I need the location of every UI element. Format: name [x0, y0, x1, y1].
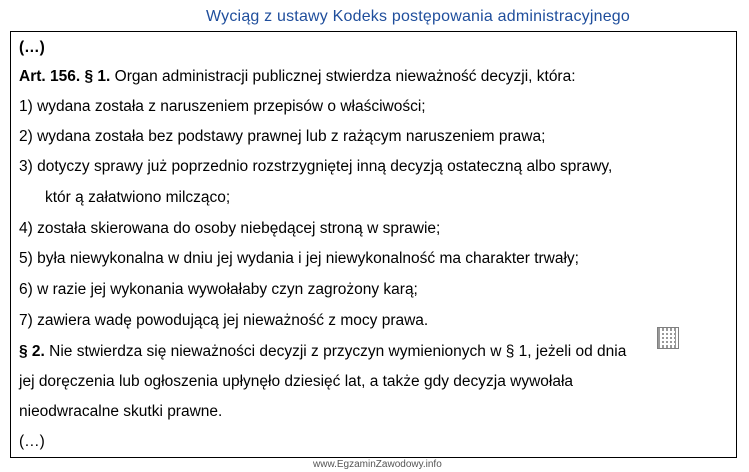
list-item: 6) w razie jej wykonania wywołałaby czyn zagrożony karą; [19, 281, 418, 298]
article-intro-text: Organ administracji publicznej stwierdza nieważność decyzji, która: [110, 68, 576, 85]
footer-site-link[interactable]: www.EgzaminZawodowy.info [313, 459, 442, 470]
section-2-line-3: nieodwracalne skutki prawne. [19, 403, 223, 420]
document-title: Wyciąg z ustawy Kodeks postępowania administracyjnego [206, 8, 630, 25]
list-item: 7) zawiera wadę powodującą jej nieważność z mocy prawa. [19, 312, 429, 329]
section-2-line-2: jej doręczenia lub ogłoszenia upłynęło dziesięć lat, a także gdy decyzja wywołała [19, 373, 574, 390]
ellipsis-top: (…) [19, 39, 45, 56]
section-2-reference: § 2. [19, 343, 45, 360]
ellipsis-bottom: (…) [19, 433, 45, 450]
article-intro-line [19, 68, 576, 86]
document-box [10, 31, 737, 458]
qr-code-icon [657, 327, 679, 349]
list-item: 5) była niewykonalna w dniu jej wydania i jej niewykonalność ma charakter trwały; [19, 250, 579, 267]
list-item: 3) dotyczy sprawy już poprzednio rozstrzygniętej inną decyzją ostateczną albo sprawy, [19, 158, 613, 175]
section-2-text: Nie stwierdza się nieważności decyzji z przyczyn wymienionych w § 1, jeżeli od dnia [44, 343, 627, 360]
list-item: 4) została skierowana do osoby niebędącej stroną w sprawie; [19, 220, 441, 237]
list-item-continuation: któr ą załatwiono milcząco; [45, 189, 231, 206]
list-item: 1) wydana została z naruszeniem przepisów o właściwości; [19, 98, 426, 115]
list-item: 2) wydana została bez podstawy prawnej lub z rażącym naruszeniem prawa; [19, 128, 546, 145]
section-2-line-1 [19, 343, 626, 361]
article-reference: Art. 156. § 1. [19, 68, 111, 85]
